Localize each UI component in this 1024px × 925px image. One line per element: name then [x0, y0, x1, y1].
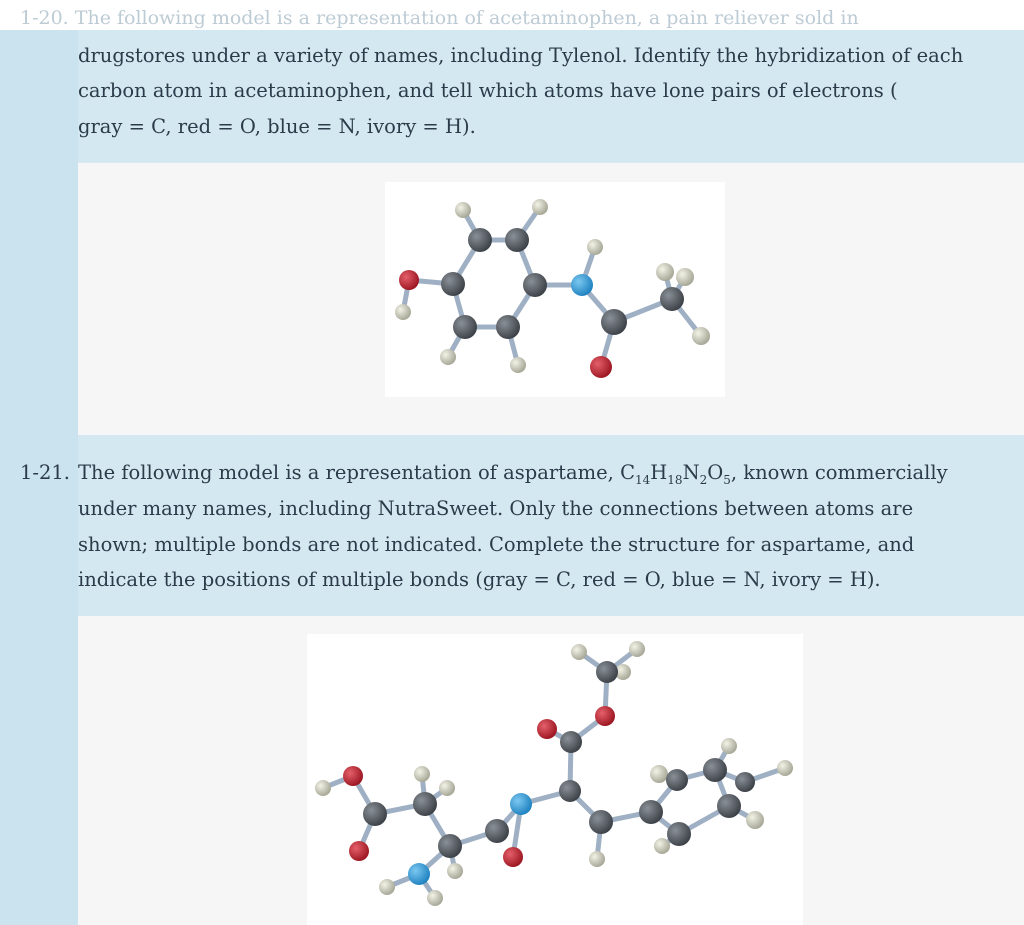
q21-line-3: shown; multiple bonds are not indicated. Complete the structure for aspartame, and — [78, 533, 915, 556]
q20-header-faded — [0, 0, 1024, 30]
aspartame-model — [307, 634, 803, 925]
q21-line-1: The following model is a representation of aspartame, $C_{14}H_{18}N_2O_5$, known commercially — [78, 461, 948, 487]
acetaminophen-model — [385, 182, 725, 397]
q20-first-line: 1-20. The following model is a representation of acetaminophen, a pain reliever sold in — [20, 7, 859, 29]
formula-c: C — [620, 461, 635, 484]
q20-line-2: drugstores under a variety of names, including Tylenol. Identify the hybridization of each — [78, 44, 964, 67]
q20-line-3: carbon atom in acetaminophen, and tell which atoms have lone pairs of electrons ( — [78, 79, 898, 102]
left-strip-lower — [0, 436, 78, 925]
q20-line-4: gray = C, red = O, blue = N, ivory = H). — [78, 115, 476, 138]
q21-number: 1-21. — [20, 461, 71, 484]
q21-line-2: under many names, including NutraSweet. Only the connections between atoms are — [78, 497, 914, 520]
q21-line-4: indicate the positions of multiple bonds (gray = C, red = O, blue = N, ivory = H). — [78, 568, 881, 591]
